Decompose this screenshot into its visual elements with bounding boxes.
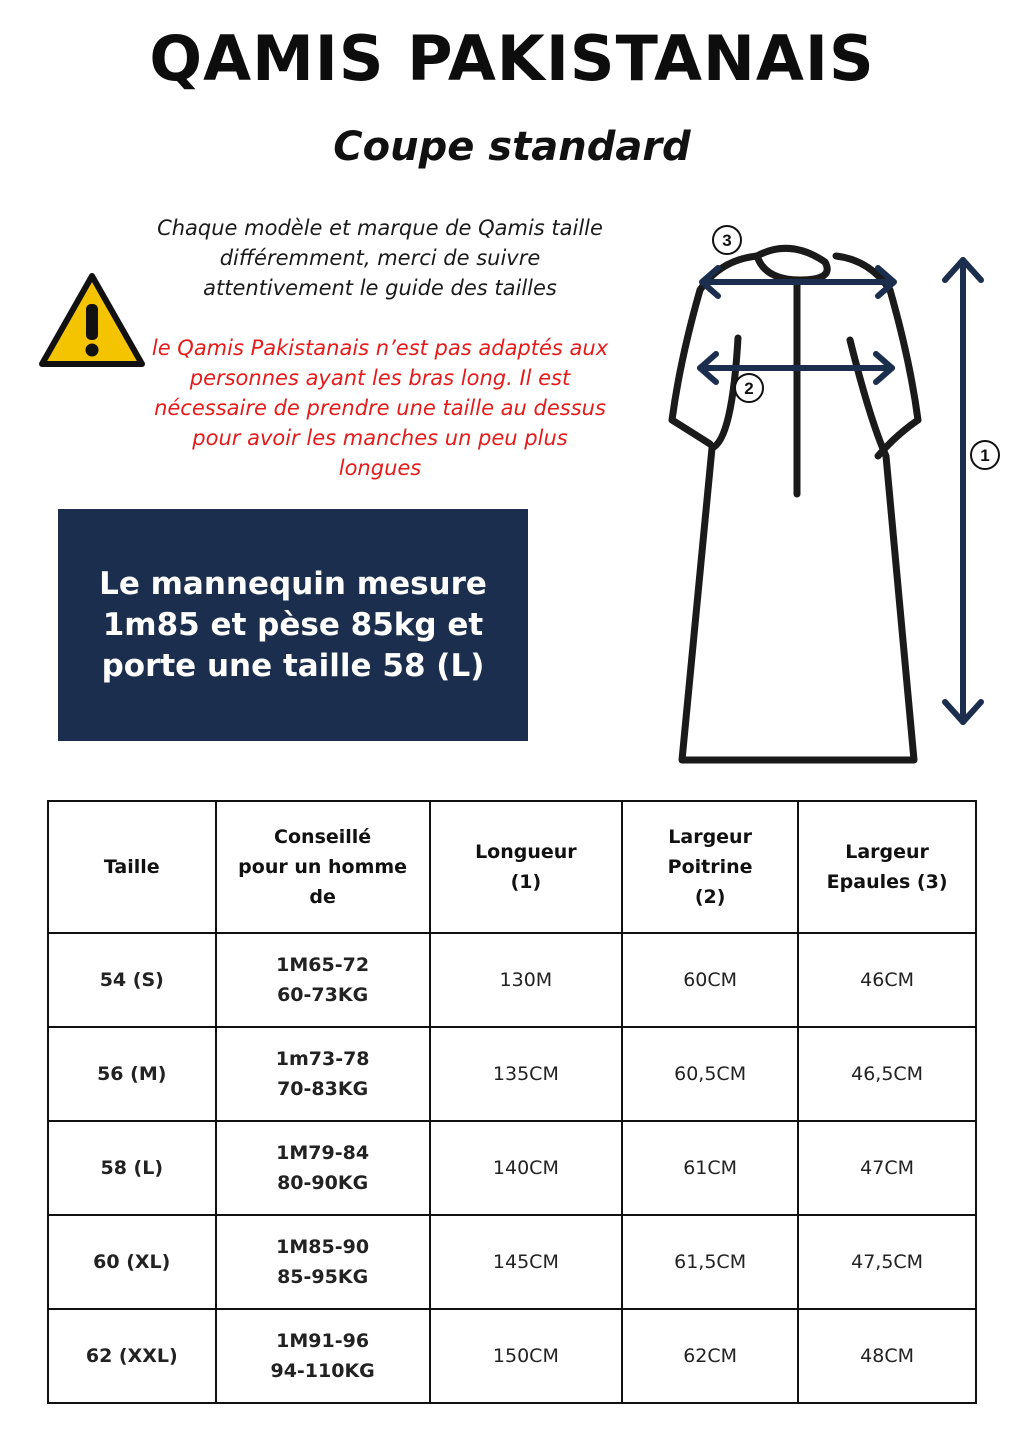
size-cell: 56 (M) [48, 1027, 216, 1121]
table-row [48, 1215, 976, 1309]
header-taille: Taille [48, 801, 216, 933]
length-cell: 130M [430, 933, 622, 1027]
size-cell: 62 (XXL) [48, 1309, 216, 1403]
marker-2-label: 2 [744, 379, 754, 398]
warning-triangle-icon [36, 270, 148, 372]
page-title: QAMIS PAKISTANAIS [149, 22, 875, 95]
table-row [48, 1027, 976, 1121]
page-subtitle: Coupe standard [333, 124, 691, 170]
table-row [48, 933, 976, 1027]
marker-3 [713, 226, 741, 254]
length-cell: 140CM [430, 1121, 622, 1215]
chest-cell: 61,5CM [622, 1215, 798, 1309]
header-largeur-poitrine: Largeur Poitrine (2) [622, 801, 798, 933]
recommended-cell: 1M91-96 94-110KG [216, 1309, 430, 1403]
chest-cell: 60CM [622, 933, 798, 1027]
recommended-cell: 1M65-72 60-73KG [216, 933, 430, 1027]
shoulders-cell: 46,5CM [798, 1027, 976, 1121]
shoulders-cell: 46CM [798, 933, 976, 1027]
marker-1 [971, 441, 999, 469]
measure-arrows [700, 260, 981, 722]
table-row [48, 1309, 976, 1403]
header-longueur: Longueur (1) [430, 801, 622, 933]
marker-1-label: 1 [980, 446, 990, 465]
size-cell: 54 (S) [48, 933, 216, 1027]
recommended-cell: 1m73-78 70-83KG [216, 1027, 430, 1121]
size-cell: 60 (XL) [48, 1215, 216, 1309]
notice-text: Chaque modèle et marque de Qamis taille différemment, merci de suivre attentivement le guide des tailles [157, 216, 603, 300]
table-header-row [48, 801, 976, 933]
shoulders-cell: 47,5CM [798, 1215, 976, 1309]
recommended-cell: 1M79-84 80-90KG [216, 1121, 430, 1215]
table-row [48, 1121, 976, 1215]
qamis-outline [672, 248, 918, 760]
size-cell: 58 (L) [48, 1121, 216, 1215]
garment-diagram [660, 220, 1010, 780]
marker-2 [735, 374, 763, 402]
shoulders-cell: 48CM [798, 1309, 976, 1403]
size-table [47, 800, 977, 1404]
chest-cell: 61CM [622, 1121, 798, 1215]
chest-cell: 62CM [622, 1309, 798, 1403]
marker-3-label: 3 [722, 231, 732, 250]
header-conseille: Conseillé pour un homme de [216, 801, 430, 933]
length-cell: 145CM [430, 1215, 622, 1309]
chest-cell: 60,5CM [622, 1027, 798, 1121]
header-largeur-epaules: Largeur Epaules (3) [798, 801, 976, 933]
model-info-text: Le mannequin mesure 1m85 et pèse 85kg et porte une taille 58 (L) [99, 565, 487, 684]
length-cell: 150CM [430, 1309, 622, 1403]
recommended-cell: 1M85-90 85-95KG [216, 1215, 430, 1309]
model-info-box [58, 509, 528, 741]
shoulders-cell: 47CM [798, 1121, 976, 1215]
notice-warning-text: le Qamis Pakistanais n’est pas adaptés aux personnes ayant les bras long. Il est nécessaire de prendre une taille au dessus pour avoir les manches un peu plus longues [151, 336, 609, 480]
length-cell: 135CM [430, 1027, 622, 1121]
